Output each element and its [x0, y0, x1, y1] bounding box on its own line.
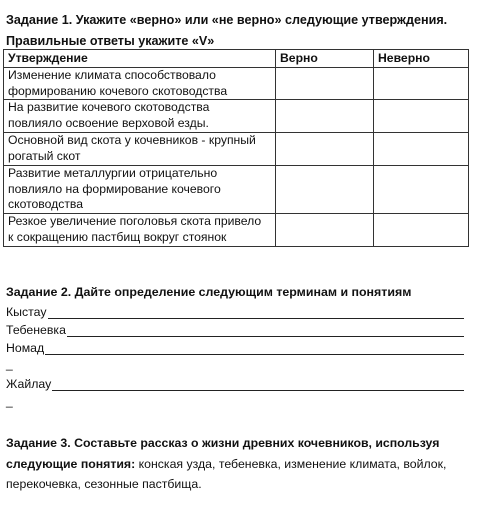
term-zhailau	[6, 377, 464, 391]
answer-line[interactable]	[48, 305, 465, 319]
statement-line: к сокращению пастбищ вокруг стоянок	[8, 229, 227, 244]
statements-table	[3, 49, 469, 247]
answer-line[interactable]	[67, 323, 464, 337]
table-row	[4, 100, 469, 133]
task3-lead: следующие понятия:	[6, 456, 136, 471]
false-cell[interactable]	[374, 214, 469, 247]
term-label: Кыстау	[6, 305, 47, 319]
statement-line: формированию кочевого скотоводства	[8, 83, 228, 98]
dash-mark: _	[6, 394, 13, 408]
term-tebenevka	[6, 323, 464, 337]
statement-cell	[4, 100, 276, 133]
statement-line: рогатый скот	[8, 148, 81, 163]
header-statement: Утверждение	[4, 50, 276, 68]
term-kystau	[6, 305, 464, 319]
term-nomad	[6, 341, 464, 355]
true-cell[interactable]	[276, 68, 374, 100]
answer-line[interactable]	[45, 341, 464, 355]
task3-text	[6, 433, 476, 495]
statement-line: На развитие кочевого скотоводства	[8, 100, 210, 115]
table-row	[4, 133, 469, 166]
statement-line: Развитие металлургии отрицательно	[8, 166, 218, 181]
task1-subtitle: Правильные ответы укажите «V»	[6, 34, 215, 48]
statement-cell	[4, 166, 276, 214]
statement-line: Изменение климата способствовало	[8, 68, 216, 82]
statement-cell	[4, 133, 276, 166]
task1-title: Задание 1. Укажите «верно» или «не верно» следующие утверждения.	[6, 13, 448, 27]
statement-line: повлияло освоение верховой езды.	[8, 115, 209, 130]
task3-title: Задание 3. Составьте рассказ о жизни древних кочевников, используя	[6, 436, 440, 450]
statement-line: Резкое увеличение поголовья скота привело	[8, 214, 262, 229]
false-cell[interactable]	[374, 166, 469, 214]
statement-line: скотоводства	[8, 197, 84, 212]
true-cell[interactable]	[276, 100, 374, 133]
true-cell[interactable]	[276, 214, 374, 247]
answer-line[interactable]	[52, 377, 464, 391]
term-label: Жайлау	[6, 377, 52, 391]
false-cell[interactable]	[374, 68, 469, 100]
task3-concepts-line-2: перекочевка, сезонные пастбища.	[6, 477, 202, 491]
false-cell[interactable]	[374, 133, 469, 166]
header-false: Неверно	[374, 50, 469, 68]
task2-title: Задание 2. Дайте определение следующим терминам и понятиям	[6, 285, 412, 299]
statement-line: повлияло на формирование кочевого	[8, 181, 221, 196]
statement-cell	[4, 68, 276, 100]
header-true: Верно	[276, 50, 374, 68]
task3-concepts: конская узда, тебеневка, изменение климата, войлок,	[135, 456, 447, 471]
table-row	[4, 214, 469, 247]
table-row	[4, 68, 469, 100]
dash-mark: _	[6, 357, 13, 371]
false-cell[interactable]	[374, 100, 469, 133]
statement-cell	[4, 214, 276, 247]
term-label: Номад	[6, 341, 45, 355]
true-cell[interactable]	[276, 166, 374, 214]
table-header-row	[4, 50, 469, 68]
statement-line: Основной вид скота у кочевников - крупный	[8, 133, 256, 148]
task3-concepts-line	[6, 454, 476, 475]
true-cell[interactable]	[276, 133, 374, 166]
term-label: Тебеневка	[6, 323, 66, 337]
table-row	[4, 166, 469, 214]
